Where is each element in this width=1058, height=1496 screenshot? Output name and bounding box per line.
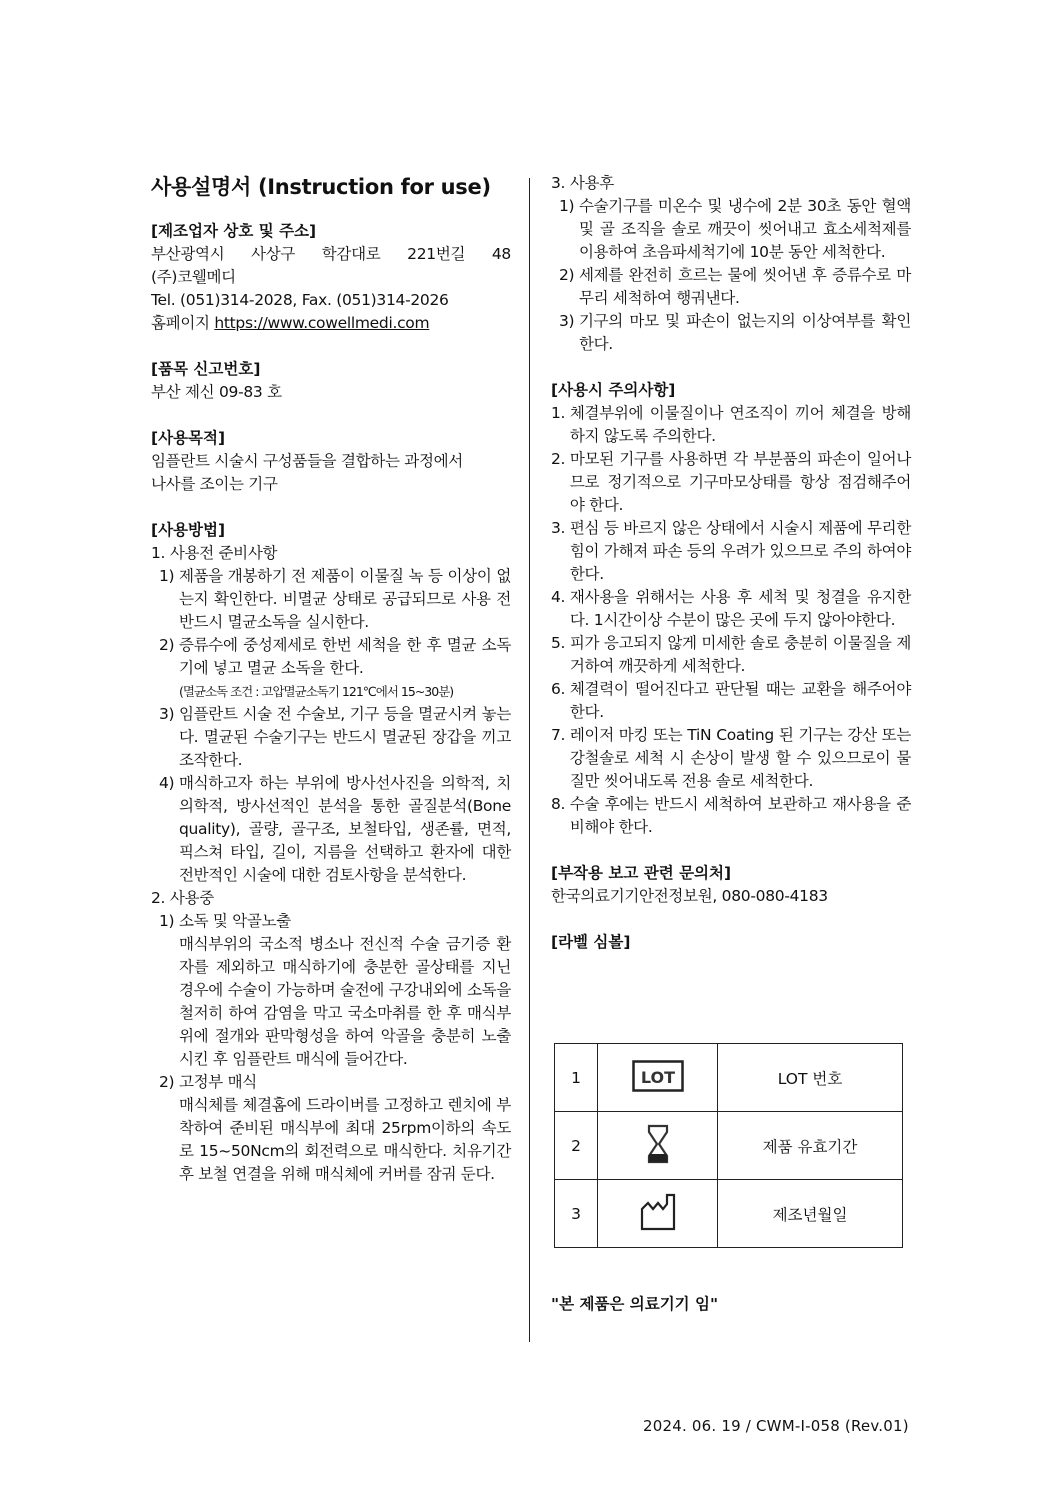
symbol-number: 3 — [555, 1180, 598, 1248]
item-number: 2. — [551, 450, 566, 468]
item-subtitle: 소독 및 악골노출 — [178, 912, 291, 930]
item-text: 매식부위의 국소적 병소나 전신적 수술 금기증 환자를 제외하고 매식하기에 충분한 골상태를 지닌 경우에 수술이 가능하며 술전에 구강내외에 소독을 철저히 하여 감염을 막고 국소마취를 한 후 매식부위에 절개와 판막형성을 하여 악골을 충분히 노출시킨 후 임플란트 매식에 들어간다. — [178, 935, 511, 1068]
section-number: 3. — [551, 174, 566, 192]
usage-heading: [사용방법] — [151, 521, 226, 539]
svg-text:LOT: LOT — [640, 1067, 675, 1087]
manufacturer-homepage — [151, 312, 511, 335]
item-body — [179, 634, 511, 703]
item-number: 7. — [551, 726, 566, 744]
list-item — [151, 772, 511, 887]
symbol-label: LOT 번호 — [718, 1044, 903, 1112]
usage-section-3-title — [551, 172, 911, 195]
symbols-heading: [라벨 심볼] — [551, 933, 631, 951]
purpose-line-2: 나사를 조이는 기구 — [151, 475, 278, 493]
precaution-item — [551, 402, 911, 448]
symbol-number: 2 — [555, 1112, 598, 1180]
item-subtitle: 고정부 매식 — [178, 1073, 257, 1091]
item-number: 2) — [159, 636, 175, 654]
item-number: 2) — [559, 266, 575, 284]
item-body — [179, 1071, 511, 1186]
manufacturer-contact: Tel. (051)314-2028, Fax. (051)314-2026 — [151, 291, 449, 309]
adverse-heading: [부작용 보고 관련 문의처] — [551, 864, 732, 882]
table-row — [555, 1180, 903, 1248]
factory-icon — [639, 1193, 677, 1235]
item-number: 8. — [551, 795, 566, 813]
item-number: 5. — [551, 634, 566, 652]
list-item — [151, 703, 511, 772]
label-symbols-table — [554, 1043, 903, 1248]
precaution-item — [551, 632, 911, 678]
item-number: 3) — [559, 312, 575, 330]
item-number: 1) — [159, 912, 175, 930]
precaution-item — [551, 517, 911, 586]
symbol-number: 1 — [555, 1044, 598, 1112]
symbol-label: 제품 유효기간 — [718, 1112, 903, 1180]
usage-section-2-title — [151, 887, 511, 910]
precaution-item — [551, 793, 911, 839]
manufacturer-heading: [제조업자 상호 및 주소] — [151, 222, 317, 240]
item-text: 임플란트 시술 전 수술보, 기구 등을 멸균시켜 놓는다. 멸균된 수술기구는 반드시 멸균된 장갑을 끼고 조작한다. — [178, 705, 511, 769]
item-number: 1) — [559, 197, 575, 215]
section-title: 사용전 준비사항 — [169, 544, 278, 562]
registration-value: 부산 제신 09-83 호 — [151, 383, 282, 401]
manufacturer-address: 부산광역시 사상구 학감대로 221번길 48 — [151, 245, 511, 263]
document-footer: 2024. 06. 19 / CWM-I-058 (Rev.01) — [643, 1417, 909, 1435]
item-number: 3. — [551, 519, 566, 537]
lot-icon — [632, 1060, 684, 1096]
item-text: 체결력이 떨어진다고 판단될 때는 교환을 해주어야 한다. — [569, 680, 911, 721]
list-item — [151, 634, 511, 703]
manufacturer-company: (주)코웰메디 — [151, 268, 236, 286]
symbol-icon-cell — [598, 1112, 718, 1180]
section-title: 사용후 — [569, 174, 614, 192]
list-item — [151, 1071, 511, 1186]
registration-heading: [품목 신고번호] — [151, 360, 261, 378]
item-number: 4) — [159, 774, 175, 792]
list-item — [151, 565, 511, 634]
list-item — [151, 910, 511, 1071]
table-row — [555, 1044, 903, 1112]
section-number: 2. — [151, 889, 166, 907]
item-text: 레이저 마킹 또는 TiN Coating 된 기구는 강산 또는 강철솔로 세척 시 손상이 발생 할 수 있으므로이 물질만 씻어내도록 전용 솔로 세척한다. — [569, 726, 911, 790]
precaution-item — [551, 678, 911, 724]
list-item — [551, 264, 911, 310]
item-text: 수술 후에는 반드시 세척하여 보관하고 재사용을 준비해야 한다. — [569, 795, 911, 836]
item-number: 3) — [159, 705, 175, 723]
item-text: 매식체를 체결홈에 드라이버를 고정하고 렌치에 부착하여 준비된 매식부에 최대 25rpm이하의 속도로 15~50Ncm의 회전력으로 매식한다. 치유기간 후 보철 연결을 위해 매식체에 커버를 잠궈 둔다. — [178, 1096, 511, 1183]
precautions-heading: [사용시 주의사항] — [551, 381, 676, 399]
section-number: 1. — [151, 544, 166, 562]
symbol-icon-cell — [598, 1180, 718, 1248]
purpose-heading: [사용목적] — [151, 429, 226, 447]
column-divider — [529, 178, 530, 1342]
item-text: 제품을 개봉하기 전 제품이 이물질 녹 등 이상이 없는지 확인한다. 비멸균 상태로 공급되므로 사용 전 반드시 멸균소독을 실시한다. — [178, 567, 511, 631]
homepage-link[interactable]: https://www.cowellmedi.com — [214, 314, 430, 332]
item-text: 재사용을 위해서는 사용 후 세척 및 청결을 유지한다. 1시간이상 수분이 많은 곳에 두지 않아야한다. — [569, 588, 911, 629]
list-item — [551, 195, 911, 264]
list-item — [551, 310, 911, 356]
item-text: 피가 응고되지 않게 미세한 솔로 충분히 이물질을 제거하여 깨끗하게 세척한다. — [569, 634, 911, 675]
item-text: 증류수에 중성제세로 한번 세척을 한 후 멸균 소독기에 넣고 멸균 소독을 한다. — [178, 636, 511, 677]
item-body — [179, 910, 511, 1071]
item-text: 세제를 완전히 흐르는 물에 씻어낸 후 증류수로 마무리 세척하여 행궈낸다. — [578, 266, 911, 307]
left-column — [151, 172, 511, 1186]
item-text: 마모된 기구를 사용하면 각 부분품의 파손이 일어나므로 정기적으로 기구마모상태를 항상 점검해주어야 한다. — [569, 450, 911, 514]
document-title: 사용설명서 (Instruction for use) — [151, 175, 491, 199]
item-text: 편심 등 바르지 않은 상태에서 시술시 제품에 무리한 힘이 가해져 파손 등의 우려가 있으므로 주의 하여야 한다. — [569, 519, 911, 583]
usage-section-1-title — [151, 542, 511, 565]
section-title: 사용중 — [169, 889, 214, 907]
table-row — [555, 1112, 903, 1180]
adverse-contact: 한국의료기기안전정보원, 080-080-4183 — [551, 887, 828, 905]
item-number: 4. — [551, 588, 566, 606]
sterilization-note: (멸균소독 조건 : 고압멸균소독기 121℃에서 15~30분) — [178, 684, 454, 699]
symbol-icon-cell — [598, 1044, 718, 1112]
homepage-label: 홈페이지 — [151, 314, 210, 332]
item-number: 6. — [551, 680, 566, 698]
symbol-label: 제조년월일 — [718, 1180, 903, 1248]
item-text: 매식하고자 하는 부위에 방사선사진을 의학적, 치의학적, 방사선적인 분석을 통한 골질분석(Bone quality), 골량, 골구조, 보철타입, 생존률, 면적, 픽스쳐 타입, 길이, 지름을 선택하고 환자에 대한 전반적인 시술에 대한 검토사항을 분석한다. — [178, 774, 511, 884]
item-text: 수술기구를 미온수 및 냉수에 2분 30초 동안 혈액 및 골 조직을 솔로 깨끗이 씻어내고 효소세척제를 이용하여 초음파세척기에 10분 동안 세척한다. — [578, 197, 911, 261]
precaution-item — [551, 586, 911, 632]
item-number: 1. — [551, 404, 566, 422]
right-column — [551, 172, 911, 954]
precaution-item — [551, 724, 911, 793]
item-text: 체결부위에 이물질이나 연조직이 끼어 체결을 방해하지 않도록 주의한다. — [569, 404, 911, 445]
item-text: 기구의 마모 및 파손이 없는지의 이상여부를 확인한다. — [578, 312, 911, 353]
medical-device-notice: "본 제품은 의료기기 임" — [551, 1294, 719, 1313]
item-number: 2) — [159, 1073, 175, 1091]
hourglass-icon — [646, 1124, 670, 1168]
purpose-line-1: 임플란트 시술시 구성품들을 결합하는 과정에서 — [151, 452, 463, 470]
item-number: 1) — [159, 567, 175, 585]
precaution-item — [551, 448, 911, 517]
